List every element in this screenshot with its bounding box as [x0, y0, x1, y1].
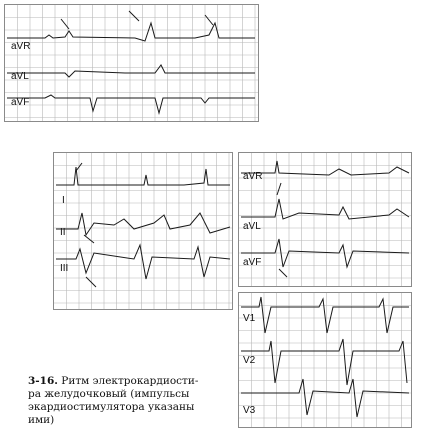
pacer-arrows [61, 11, 213, 29]
arrow-3 [86, 277, 96, 287]
lead-label-v3: V3 [243, 405, 256, 416]
lead-label-avl: aVL [243, 221, 261, 232]
caption-text-1: Ритм электрокардиости- [61, 375, 199, 387]
arrow-2 [279, 269, 287, 277]
ecg-panel-chest-leads [238, 292, 412, 428]
arrow-3 [205, 15, 213, 25]
ecg-traces [241, 297, 409, 417]
arrow-2 [84, 235, 94, 243]
lead-label-avl: aVL [11, 71, 29, 82]
arrow-2 [129, 11, 139, 21]
lead-label-i: I [62, 195, 65, 206]
lead-label-iii: III [60, 263, 69, 274]
arrow-1 [61, 19, 69, 29]
lead-label-avr: aVR [243, 171, 263, 182]
caption-line-4: ими) [28, 414, 55, 426]
ecg-panel-top [4, 4, 259, 122]
ecg-strip-top [5, 5, 258, 121]
arrow-1 [277, 183, 281, 195]
figure-number: 3-16. [28, 375, 58, 387]
ecg-traces [241, 161, 409, 267]
trace-v3 [241, 379, 409, 417]
ecg-strip-chest [239, 293, 411, 427]
ecg-strip-augmented [239, 153, 411, 286]
figure-caption [28, 375, 232, 427]
grid [5, 5, 258, 121]
lead-label-v1: V1 [243, 313, 256, 324]
ecg-panel-augmented-leads [238, 152, 412, 287]
caption-line-3: экардиостимулятора указаны [28, 401, 195, 413]
trace-v2 [241, 339, 407, 385]
caption-line-1 [28, 375, 232, 388]
lead-label-avf: aVF [243, 257, 262, 268]
trace-avr [241, 161, 409, 175]
lead-label-ii: II [60, 227, 66, 238]
ecg-strip-limb [54, 153, 232, 309]
lead-label-avr: aVR [11, 41, 31, 52]
trace-avl [241, 199, 409, 219]
trace-v1 [241, 297, 409, 333]
lead-label-avf: aVF [11, 97, 30, 108]
lead-label-v2: V2 [243, 355, 256, 366]
caption-line-2: ра желудочковый (импульсы [28, 388, 190, 400]
ecg-panel-limb-leads [53, 152, 233, 310]
